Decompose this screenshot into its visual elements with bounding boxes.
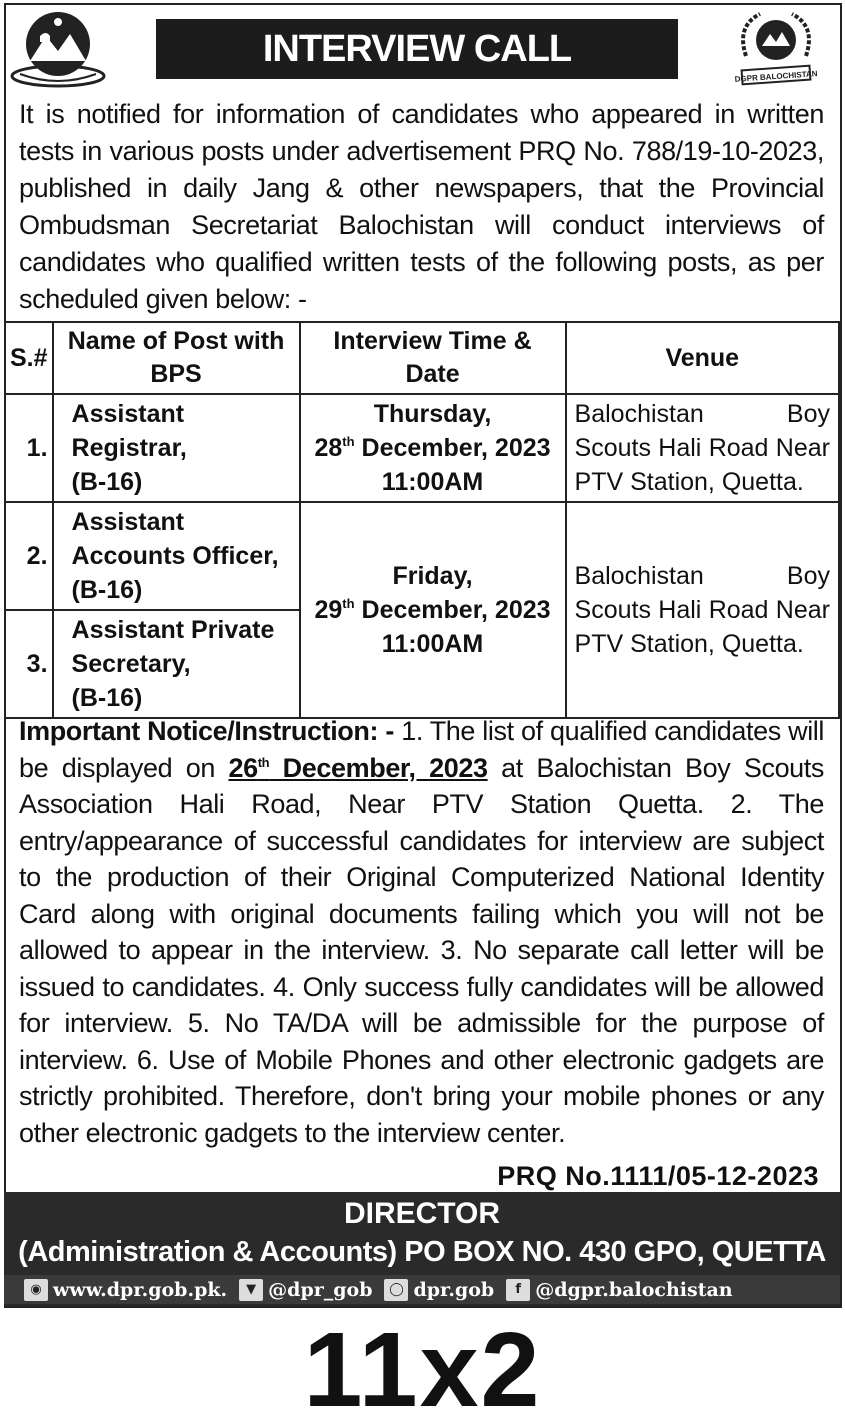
post-line: Assistant [71,400,185,428]
social-text: @dgpr.balochistan [535,1278,733,1301]
post-line: Assistant Private [71,616,275,644]
post-line: Registrar, [71,434,187,462]
social-text: dpr.gob [413,1278,495,1301]
interview-day: Thursday, [373,400,492,428]
venue-line [575,559,830,593]
page-title: INTERVIEW CALL [156,19,678,79]
row-venue [566,394,839,502]
post-line: Accounts Officer, [71,542,279,570]
row-post [53,394,300,502]
row-post [53,502,300,610]
interview-time: 11:00AM [381,468,484,496]
post-line: Secretary, [71,650,191,678]
globe-icon: ◉ [24,1279,48,1301]
date-rest: December, 2023 [354,596,551,624]
interview-schedule-table [4,321,840,719]
venue-rest: Scouts Hali Road Near PTV Station, Quetta. [574,434,830,496]
header-post: Name of Post with BPS [53,322,300,394]
prq-number: PRQ No.1111/05-12-2023 [497,1161,819,1191]
social-bar [4,1275,840,1304]
date-number: 26 [228,752,258,783]
date-number: 28 [314,434,343,462]
instagram-icon: ◯ [384,1279,408,1301]
intro-paragraph: It is notified for information of candidates who appeared in written tests in various posts under advertisement PRQ No. 788/19-10-2023, published in daily Jang & other newspapers, that the Provincial Ombudsman Secretariat Balochistan will conduct interviews of candidates who qualified written tests of the following posts, as per scheduled given below: - [19,99,824,314]
date-suffix: th [342,596,355,611]
row-sn: 2. [5,502,53,610]
table-row [5,502,839,610]
venue-word: Boy [786,400,830,428]
interview-date [305,431,561,465]
date-suffix: th [342,434,355,449]
date-rest: December, 2023 [269,752,488,783]
table-row [5,394,839,502]
facebook-icon: f [506,1279,530,1301]
twitter-icon: ▼ [239,1279,263,1301]
row-post [53,610,300,718]
post-line: (B-16) [71,576,143,604]
interview-date [305,593,561,627]
notice-text: at Balochistan Boy Scouts Association Hali Road, Near PTV Station Quetta. 2. The entry/appearance of successful candidates for interview are subject to the production of their Original Computerized National Identity Card along with original documents failing which you will not be allowed to appear in the interview. 3. No separate call letter will be issued to candidates. 4. Only success fully candidates will be allowed for interview. 5. No TA/DA will be admissible for the purpose of interview. 6. Use of Mobile Phones and other electronic gadgets are strictly prohibited. Therefore, don't bring your mobile phones or any other electronic gadgets to the interview center. [19,752,825,1148]
venue-line [575,397,830,431]
notice-lead: Important Notice/Instruction: - [19,716,394,746]
interview-day: Friday, [392,562,473,590]
date-number: 29 [314,596,343,624]
social-facebook[interactable] [506,1279,732,1301]
date-rest: December, 2023 [354,434,551,462]
post-line: Assistant [71,508,185,536]
row-sn: 3. [5,610,53,718]
social-website[interactable] [24,1279,227,1301]
social-text: @dpr_gob [268,1278,373,1301]
venue-word: Balochistan [574,562,704,590]
post-line: (B-16) [71,468,143,496]
important-notice [19,713,824,1151]
social-twitter[interactable] [239,1279,372,1301]
footer [4,1192,840,1306]
dgpr-balochistan-emblem-icon [728,6,824,90]
footer-director: DIRECTOR [343,1197,501,1230]
social-text: www.dpr.gob.pk. [53,1278,228,1301]
ad-size-label: 11x2 [303,1311,542,1416]
venue-rest: Scouts Hali Road Near PTV Station, Quetta. [574,596,830,658]
table-header-row [5,322,839,394]
balochistan-emblem-icon [10,6,106,90]
venue-word: Balochistan [574,400,704,428]
header-venue: Venue [566,322,839,394]
row-sn: 1. [5,394,53,502]
interview-time: 11:00AM [381,630,484,658]
venue-word: Boy [786,562,830,590]
footer-address: (Administration & Accounts) PO BOX NO. 430 GPO, QUETTA [18,1236,826,1268]
date-suffix: th [257,754,270,770]
row-time [300,394,566,502]
logo-text: DGPR BALOCHISTAN [734,69,818,84]
social-instagram[interactable] [384,1279,494,1301]
header-sn: S.# [5,322,53,394]
header-time: Interview Time & Date [300,322,566,394]
row-time [300,502,566,718]
notice-text: 1. The list of qualified candidates will be displayed on [19,716,824,783]
row-venue [566,502,839,718]
display-date [228,753,487,783]
post-line: (B-16) [71,684,143,712]
